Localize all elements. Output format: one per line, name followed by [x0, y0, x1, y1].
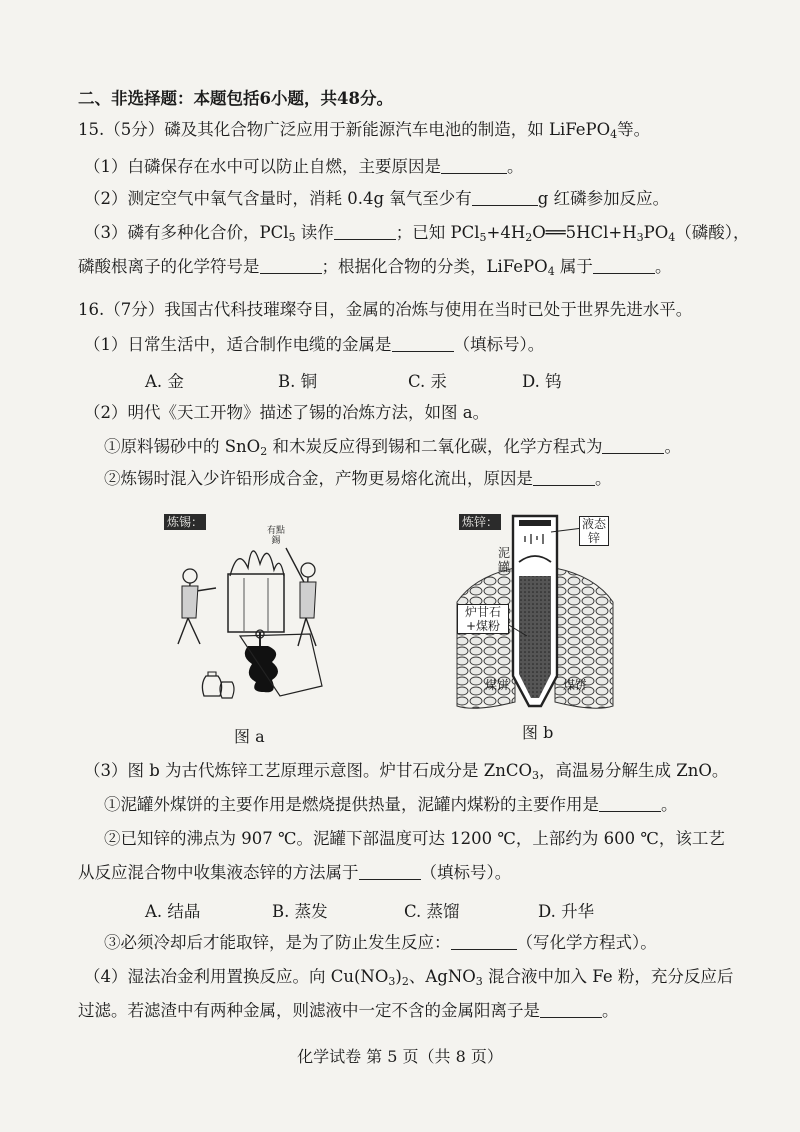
- q16-option-c[interactable]: C. 汞: [408, 372, 448, 391]
- figure-a-tin-smelting: [160, 506, 340, 716]
- answer-blank[interactable]: [441, 158, 507, 174]
- clay-pot-label: 泥罐: [497, 546, 510, 574]
- q15-part3-line2: 磷酸根离子的化学符号是 ；根据化合物的分类，LiFePO$_4$ 属于 。: [78, 257, 672, 278]
- q16-option-b[interactable]: B. 铜: [278, 372, 318, 391]
- figure-b-caption: 图 b: [522, 723, 554, 742]
- q16-part3-ii-line2: 从反应混合物中收集液态锌的方法属于 （填标号）。: [78, 863, 512, 882]
- answer-blank[interactable]: [602, 438, 664, 454]
- answer-blank[interactable]: [359, 864, 421, 880]
- q16-part2-ii: ②炼锡时混入少许铅形成合金，产物更易熔化流出，原因是 。: [104, 469, 612, 488]
- answer-blank[interactable]: [540, 1002, 602, 1018]
- q16-option-a[interactable]: A. 金: [145, 372, 184, 391]
- liquid-zinc-label: 液态锌: [579, 516, 609, 546]
- q16-part1: （1）日常生活中，适合制作电缆的金属是 （填标号）。: [84, 335, 545, 354]
- q16-p3-option-b[interactable]: B. 蒸发: [272, 902, 328, 921]
- figure-a-tag: 炼锡：: [164, 514, 206, 530]
- answer-blank[interactable]: [472, 190, 538, 206]
- q16-p3-option-c[interactable]: C. 蒸馏: [404, 902, 460, 921]
- q16-option-d[interactable]: D. 钨: [522, 372, 562, 391]
- q15-heading: 15.（5分）磷及其化合物广泛应用于新能源汽车电池的制造，如 LiFePO$_4$等。: [78, 120, 651, 141]
- q16-part3-ii: ②已知锌的沸点为 907 ℃。泥罐下部温度可达 1200 ℃，上部约为 600 ℃，该工艺: [104, 829, 725, 848]
- answer-blank[interactable]: [260, 258, 322, 274]
- section-title: 二、非选择题：本题包括6小题，共48分。: [78, 89, 393, 108]
- answer-blank[interactable]: [451, 934, 517, 950]
- figure-b-zinc-smelting: [455, 506, 615, 712]
- coal-cake-right-label: 煤饼: [563, 678, 588, 692]
- ore-coal-label: 炉甘石+煤粉: [457, 604, 509, 634]
- figure-b-tag: 炼锌：: [459, 514, 501, 530]
- tin-smelting-illustration: [160, 506, 340, 716]
- q15-part1: （1）白磷保存在水中可以防止自燃，主要原因是 。: [84, 157, 524, 176]
- coal-cake-left-label: 煤饼: [485, 678, 510, 692]
- answer-blank[interactable]: [392, 336, 454, 352]
- figure-a-caption: 图 a: [234, 727, 265, 746]
- figure-a-note: 有點錫: [266, 526, 285, 546]
- q16-p3-option-a[interactable]: A. 结晶: [145, 902, 201, 921]
- answer-blank[interactable]: [599, 796, 661, 812]
- q16-part2-i: ①原料锡砂中的 SnO$_2$ 和木炭反应得到锡和二氧化碳，化学方程式为 。: [104, 437, 681, 458]
- q16-part3: （3）图 b 为古代炼锌工艺原理示意图。炉甘石成分是 ZnCO$_3$，高温易分解生成 ZnO。: [84, 761, 729, 782]
- q15-part2: （2）测定空气中氧气含量时，消耗 0.4g 氧气至少有 g 红磷参加反应。: [84, 189, 670, 208]
- q16-part3-iii: ③必须冷却后才能取锌，是为了防止发生反应： （写化学方程式）。: [104, 933, 657, 952]
- q16-part3-i: ①泥罐外煤饼的主要作用是燃烧提供热量，泥罐内煤粉的主要作用是 。: [104, 795, 678, 814]
- q16-heading: 16.（7分）我国古代科技璀璨夺目，金属的冶炼与使用在当时已处于世界先进水平。: [78, 300, 693, 319]
- answer-blank[interactable]: [533, 470, 595, 486]
- q15-part3: （3）磷有多种化合价，PCl$_5$ 读作 ；已知 $PCl_5+4H_2O══5HCl+H_3PO_4$（磷酸），: [84, 223, 750, 244]
- q16-part2: （2）明代《天工开物》描述了锡的冶炼方法，如图 a。: [84, 403, 490, 422]
- answer-blank[interactable]: [593, 258, 655, 274]
- q16-part4-line2: 过滤。若滤渣中有两种金属，则滤液中一定不含的金属阳离子是 。: [78, 1001, 619, 1020]
- q16-p3-option-d[interactable]: D. 升华: [538, 902, 595, 921]
- q16-part4: （4）湿法冶金利用置换反应。向 $Cu(NO_3)_2$、AgNO$_3$ 混合液中加入 Fe 粉，充分反应后: [84, 967, 734, 988]
- page-footer: 化学试卷 第 5 页（共 8 页）: [297, 1047, 503, 1066]
- answer-blank[interactable]: [334, 224, 396, 240]
